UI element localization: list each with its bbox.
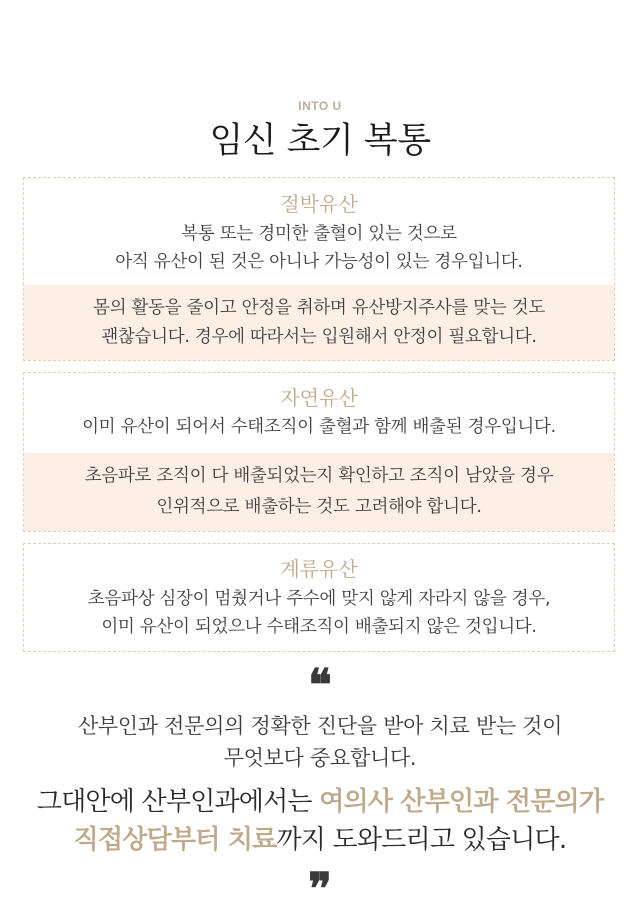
- eyebrow-label: INTO U: [298, 99, 342, 113]
- close-quote-icon: ❞: [308, 864, 332, 915]
- card-threatened-abortion: [23, 177, 615, 361]
- card-title: 자연유산: [280, 386, 358, 410]
- closing-line: 무엇보다 중요합니다.: [223, 746, 417, 770]
- note-line: 괜찮습니다. 경우에 따라서는 입원해서 안정이 필요합니다.: [101, 327, 537, 347]
- card-title: 절박유산: [280, 192, 358, 216]
- desc-line: 이미 유산이 되어서 수태조직이 출혈과 함께 배출된 경우입니다.: [82, 417, 556, 437]
- clinic-message-text: 그대안에 산부인과에서는: [36, 787, 320, 817]
- desc-line: 아직 유산이 된 것은 아니나 가능성이 있는 경우입니다.: [115, 252, 523, 272]
- open-quote-icon: ❝: [308, 660, 332, 711]
- clinic-message-highlight: 직접상담부터 치료: [73, 825, 277, 855]
- clinic-message-text: 까지 도와드리고 있습니다.: [276, 825, 567, 855]
- clinic-message: [0, 783, 640, 859]
- closing-line: 산부인과 전문의의 정확한 진단을 받아 치료 받는 것이: [77, 714, 563, 738]
- card-note: [24, 453, 614, 531]
- desc-line: 이미 유산이 되었으나 수태조직이 배출되지 않은 것입니다.: [101, 617, 537, 637]
- clinic-message-line: [0, 821, 640, 859]
- desc-line: 복통 또는 경미한 출혈이 있는 것으로: [181, 224, 457, 244]
- note-line: 초음파로 조직이 다 배출되었는지 확인하고 조직이 남았을 경우: [84, 466, 554, 486]
- card-note: [24, 285, 614, 360]
- card-title: 계류유산: [280, 557, 358, 581]
- card-missed-abortion: [23, 543, 615, 652]
- closing-message: [0, 710, 640, 774]
- desc-line: 초음파상 심장이 멈췄거나 주수에 맞지 않게 자라지 않을 경우,: [87, 589, 551, 609]
- note-line: 몸의 활동을 줄이고 안정을 취하며 유산방지주사를 맞는 것도: [93, 298, 545, 318]
- card-description: [24, 585, 614, 641]
- card-description: [24, 220, 614, 276]
- clinic-message-line: [0, 783, 640, 821]
- page-title: 임신 초기 복통: [209, 121, 431, 161]
- card-spontaneous-abortion: [23, 372, 615, 532]
- card-description: [24, 413, 614, 441]
- clinic-message-highlight: 여의사 산부인과 전문의가: [319, 787, 604, 817]
- note-line: 인위적으로 배출하는 것도 고려해야 합니다.: [156, 497, 482, 517]
